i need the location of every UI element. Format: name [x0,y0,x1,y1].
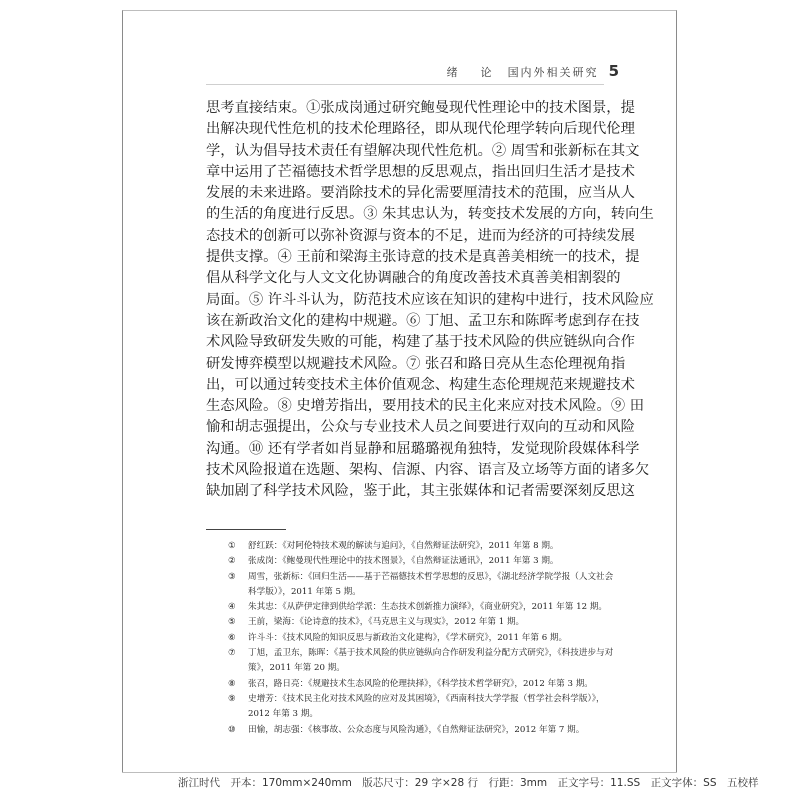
footnote-number: ⑩ [228,724,236,735]
footnote-number: ② [228,556,236,567]
footnote-number: ⑨ [228,693,236,704]
footnote [228,615,616,630]
body-line: 生态风险。⑧ 史增芳指出，要用技术的民主化来应对技术风险。⑨ 田 [206,398,644,415]
body-line: 章中运用了芒福德技术哲学思想的反思观点，指出回归生活才是技术 [206,163,635,180]
body-line: 沟通。⑩ 还有学者如肖显静和屈璐璐视角独特，发觉现阶段媒体科学 [206,440,640,457]
footnote-number: ⑥ [228,632,236,643]
body-text [206,98,654,503]
body-line: 出解决现代性危机的技术伦理路径，即从现代伦理学转向后现代伦理 [206,121,635,138]
footnote-text: 田愉，胡志强：《核事故、公众态度与风险沟通》，《自然辩证法研究》，2012 年第 7 期。 [248,724,585,735]
footnote-number: ① [228,541,236,551]
header-chapter: 国内外相关研究 [507,66,599,79]
footnote-text: 张召，路日亮：《规避技术生态风险的伦理抉择》，《科学技术哲学研究》，2012 年第 3 期。 [248,678,593,689]
body-line: 技术风险报道在选题、架构、信源、内容、语言及立场等方面的诸多欠 [206,462,650,479]
running-header [447,62,619,80]
footnote [228,646,616,677]
footnote [228,554,616,569]
header-rule [206,84,604,85]
body-line: 的生活的角度进行反思。③ 朱其忠认为，转变技术发展的方向，转向生 [206,206,654,223]
print-info: 浙江时代 开本：170mm×240mm 版芯尺寸：29 字×28 行 行距：3mm 正文字号：11.SS 正文字体：SS 五校样 [178,777,759,789]
body-line: 术风险导致研发失败的可能，构建了基于技术风险的供应链纵向合作 [206,334,635,351]
footnote [228,539,616,554]
body-line: 缺加剧了科学技术风险，鉴于此，其主张媒体和记者需要深刻反思这 [206,483,635,500]
header-section: 绪 论 [446,66,498,79]
body-line: 思考直接结束。①张成岗通过研究鲍曼现代性理论中的技术图景，提 [206,100,635,116]
body-line: 倡从科学文化与人文文化协调融合的角度改善技术真善美相割裂的 [206,270,621,287]
footnote-number: ⑤ [228,617,236,628]
footnote [228,692,616,723]
body-line: 学，认为倡导技术责任有望解决现代性危机。② 周雪和张新标在其文 [206,142,640,159]
footnote-number: ⑧ [228,678,236,689]
footnote [228,600,616,615]
body-line: 态技术的创新可以弥补资源与资本的不足，进而为经济的可持续发展 [206,227,635,244]
body-line: 出，可以通过转变技术主体价值观念、构建生态伦理规范来规避技术 [206,376,635,393]
footnote [228,723,616,738]
footnote [228,570,616,601]
footnote-number: ③ [228,571,236,582]
footnote [228,677,616,692]
footnote-text: 周雪，张新标：《回归生活——基于芒福德技术哲学思想的反思》，《湖北经济学院学报（人文社会科学版）》，2011 年第 5 期。 [248,571,614,597]
body-line: 局面。⑤ 许斗斗认为，防范技术应该在知识的建构中进行，技术风险应 [206,291,654,308]
body-line: 愉和胡志强提出，公众与专业技术人员之间要进行双向的互动和风险 [206,419,635,436]
body-line: 发展的未来进路。要消除技术的异化需要厘清技术的范围，应当从人 [206,185,635,202]
footnote-text: 丁旭，孟卫东，陈晖：《基于技术风险的供应链纵向合作研发利益分配方式研究》，《科技进步与对策》，2011 年第 20 期。 [248,648,614,674]
footnote-text: 舒红跃：《对阿伦特技术观的解读与追问》，《自然辩证法研究》，2011 年第 8 期。 [248,541,559,551]
body-line: 研发博弈模型以规避技术风险。⑦ 张召和路日亮从生态伦理视角指 [206,355,626,372]
page-number: 5 [608,62,619,80]
footnote-text: 王前，梁海：《论诗意的技术》，《马克思主义与现实》，2012 年第 1 期。 [248,617,525,628]
footnote-separator [206,529,286,530]
footnote-text: 史增芳：《技术民主化对技术风险的应对及其困境》，《西南科技大学学报（哲学社会科学版）》，2012 年第 3 期。 [248,693,605,720]
body-line: 该在新政治文化的建构中规避。⑥ 丁旭、孟卫东和陈晖考虑到存在技 [206,312,640,329]
footnotes [228,539,616,738]
body-line: 提供支撑。④ 王前和梁海主张诗意的技术是真善美相统一的技术，提 [206,249,640,266]
footnote-text: 朱其忠：《从萨伊定律到供给学派：生态技术创新推力演绎》，《商业研究》，2011 年第 12 期。 [248,602,607,613]
footnote-text: 张成岗：《鲍曼现代性理论中的技术图景》，《自然辩证法通讯》，2011 年第 3 期。 [248,556,559,567]
footnote [228,631,616,646]
bottom-rule [122,772,677,773]
footnote-number: ⑦ [228,648,236,659]
footnote-number: ④ [228,602,236,613]
print-info-bar [0,772,800,800]
footnote-text: 许斗斗：《技术风险的知识反思与新政治文化建构》，《学术研究》，2011 年第 6 期。 [248,632,568,643]
